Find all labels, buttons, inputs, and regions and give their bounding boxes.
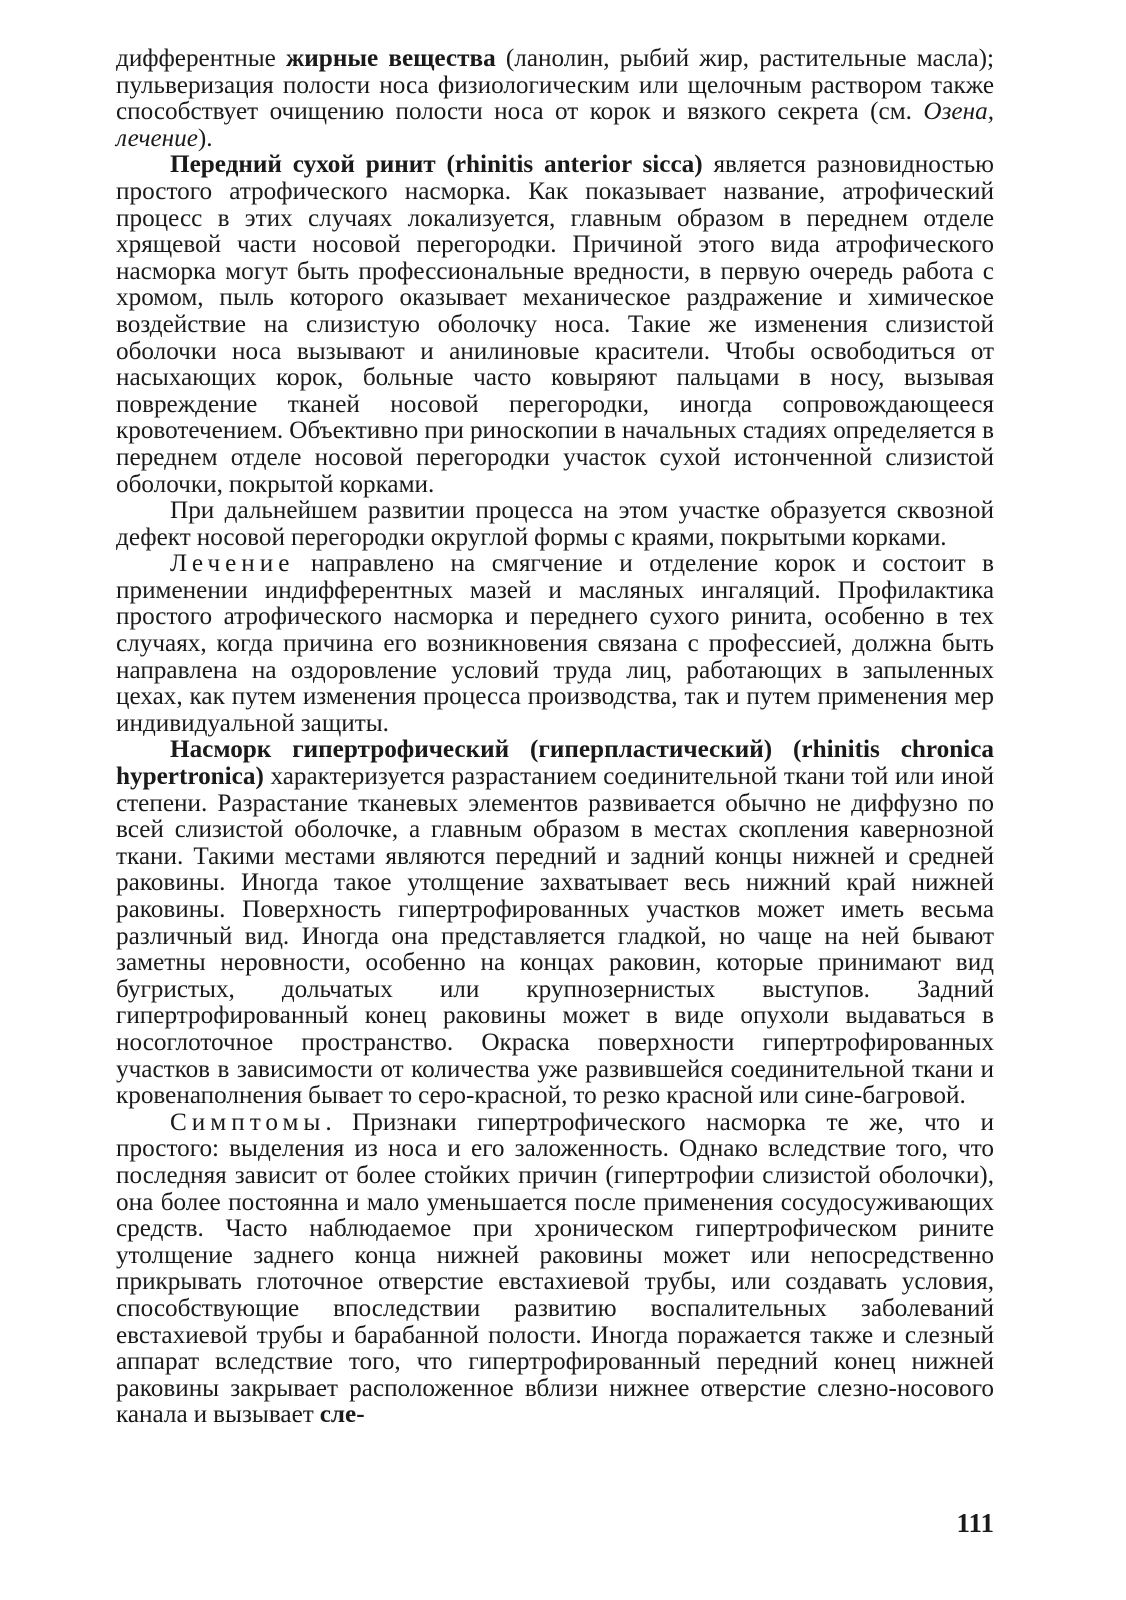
paragraph-text: является разновидностью простого атрофического насморка. Как показывает название, атрофический процесс в этих случаях локализуется, главным образом в переднем отделе хрящевой части носовой перегородки. Причиной этого вида атрофического насморка могут быть профессиональные вредности, в первую очередь работа с хромом, пыль которого оказывает механическое раздражение и химическое воздействие на слизистую оболочку носа. Такие же изменения слизистой оболочки носа вызывают и анилиновые красители. Чтобы освободиться от насыхающих корок, больные часто ковыряют пальцами в носу, вызывая повреждение тканей носовой перегородки, иногда сопровождающееся кровотечением. Объективно при риноскопии в начальных стадиях определяется в переднем отделе носовой перегородки участок сухой истонченной слизистой оболочки, покрытой корками. bbox=[116, 151, 994, 498]
paragraph-text: дифферентные bbox=[116, 45, 287, 72]
spaced-subheading: Лечение bbox=[170, 550, 295, 578]
paragraph-anterior-dry-rhinitis bbox=[116, 152, 994, 498]
paragraph-treatment bbox=[116, 551, 994, 737]
spaced-subheading: Симптомы bbox=[170, 1108, 326, 1136]
paragraph-text: При дальнейшем развитии процесса на этом участке образуется сквозной дефект носовой перегородки округлой формы с краями, покрытыми корками. bbox=[116, 497, 994, 551]
paragraph-text: направлено на смягчение и отделение корок и состоит в применении индифферентных мазей и масляных ингаляций. Профилактика простого атрофического насморка и переднего сухого ринита, особенно в тех случаях, когда причина его возникновения связана с профессией, должна быть направлена на оздоровление условий труда лиц, работающих в запыленных цехах, как путем изменения процесса производства, так и путем применения мер индивидуальной защиты. bbox=[116, 550, 994, 737]
page-body bbox=[116, 46, 994, 1546]
paragraph-text: характеризуется разрастанием соединительной ткани той или иной степени. Разрастание тканевых элементов развивается обычно не диффузно по всей слизистой оболочке, а главным образом в местах скопления кавернозной ткани. Такими местами являются передний и задний концы нижней и средней раковины. Иногда такое утолщение захватывает весь нижний край нижней раковины. Поверхность гипертрофированных участков может иметь весьма различный вид. Иногда она представляется гладкой, но чаще на ней бывают заметны неровности, особенно на концах раковин, которые принимают вид бугристых, дольчатых или крупнозернистых выступов. Задний гипертрофированный конец раковины может в виде опухоли выдаваться в носоглоточное пространство. Окраска поверхности гипертрофированных участков в зависимости от количества уже развившейся соединительной ткани и кровенаполнения бывает то серо-красной, то резко красной или сине-багровой. bbox=[116, 763, 994, 1110]
paragraph-hypertrophic-rhinitis bbox=[116, 737, 994, 1109]
paragraph-text: ). bbox=[197, 124, 213, 152]
paragraph-further-development bbox=[116, 498, 994, 551]
cross-reference: Озена, лечение bbox=[116, 98, 994, 152]
paragraph-continued bbox=[116, 46, 994, 152]
paragraph-text: (ланолин, рыбий жир, растительные масла); пульверизация полости носа физиологическим или щелочным раствором также способствует очищению полости носа от корок и вязкого секрета (см. bbox=[116, 45, 995, 126]
bold-term: жирные вещества bbox=[286, 45, 496, 72]
paragraph-text: . Признаки гипертрофического насморка те же, что и простого: выделения из носа и его заложенность. Однако вследствие того, что последняя зависит от более стойких причин (гипертрофии слизистой оболочки), она более постоянна и мало уменьшается после применения сосудосуживающих средств. Часто наблюдаемое при хроническом гипертрофическом рините утолщение заднего конца нижней раковины может или непосредственно прикрывать глоточное отверстие евстахиевой трубы, или создавать условия, способствующие впоследствии развитию воспалительных заболеваний евстахиевой трубы и барабанной полости. Иногда поражается также и слезный аппарат вследствие того, что гипертрофированный передний конец нижней раковины закрывает расположенное вблизи нижнее отверстие слезно-носового канала и вызывает bbox=[116, 1108, 994, 1429]
paragraph-symptoms bbox=[116, 1110, 994, 1429]
bold-term: сле- bbox=[319, 1401, 365, 1429]
section-heading: Насморк гипертрофический (гиперпластический) (rhinitis chronica hypertronica) bbox=[116, 736, 994, 791]
page-number: 111 bbox=[956, 1508, 994, 1538]
section-heading: Передний сухой ринит (rhinitis anterior sicca) bbox=[170, 151, 703, 179]
